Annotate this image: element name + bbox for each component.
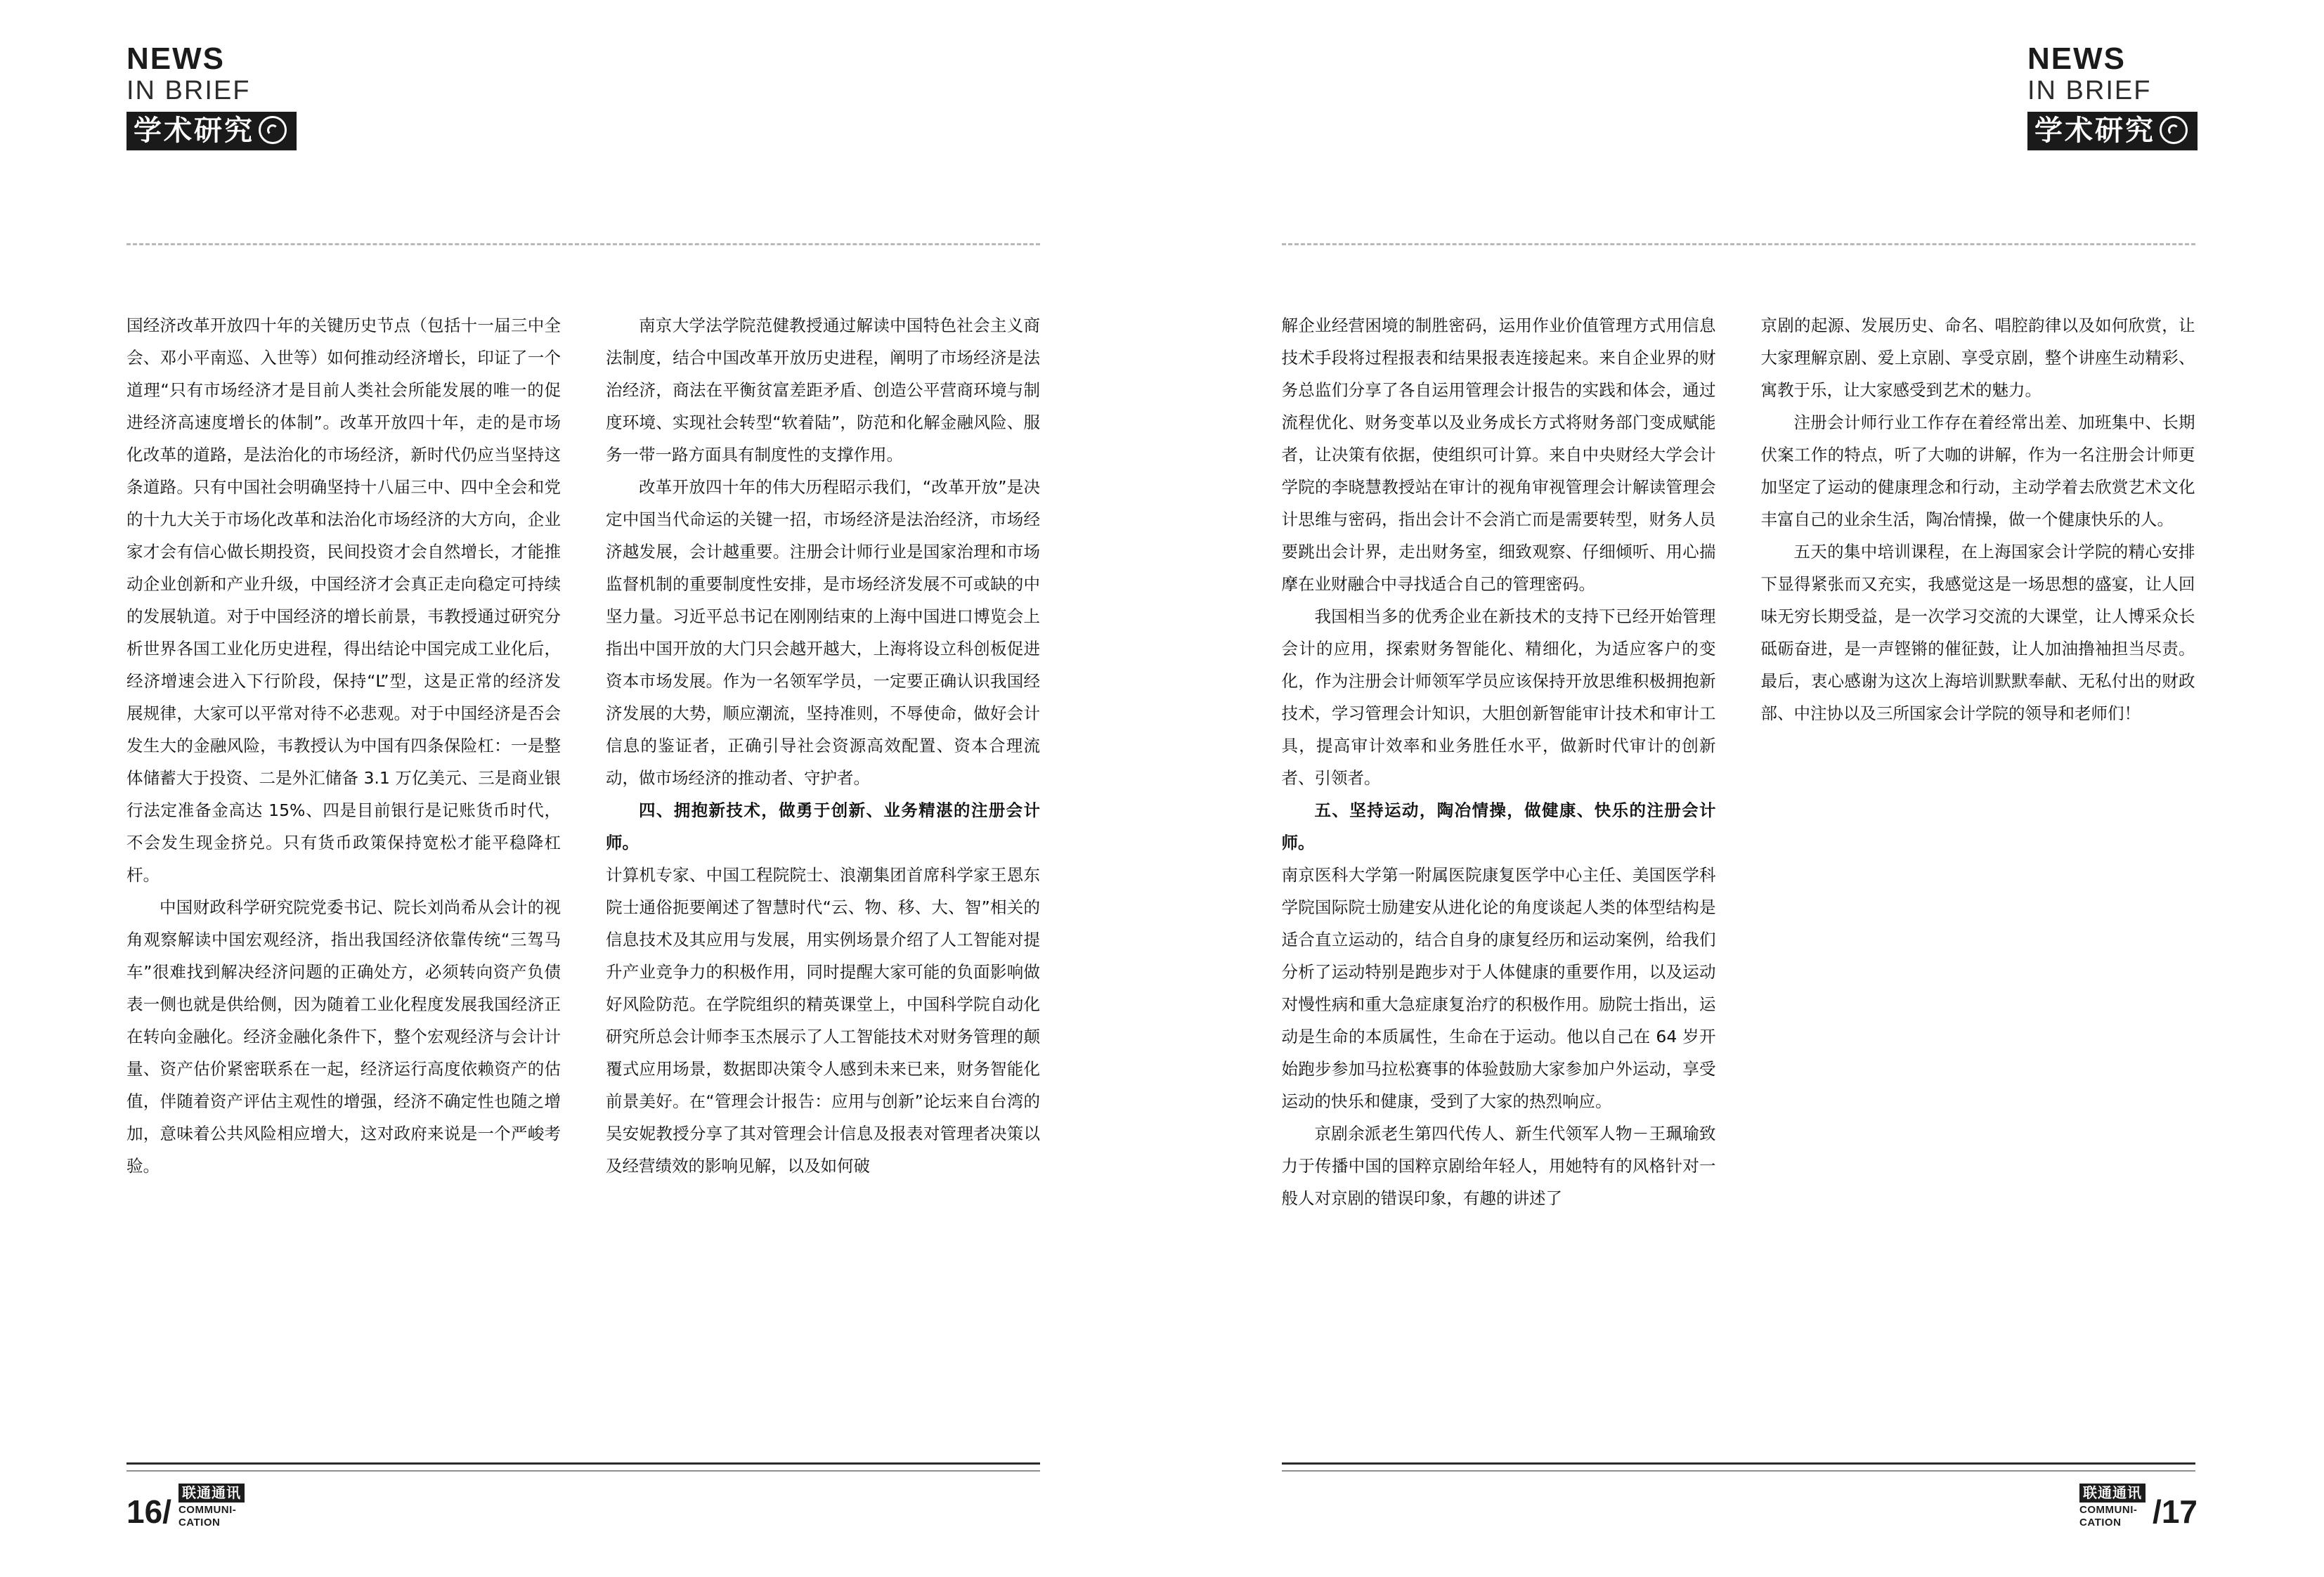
left-columns	[126, 309, 1040, 1182]
masthead-left	[126, 41, 297, 150]
header-dashed-rule-left	[126, 243, 1040, 245]
footer-rule-thin-right	[1282, 1470, 2195, 1472]
masthead-news-line: NEWS	[2027, 41, 2126, 76]
right-column-1	[1282, 309, 1716, 1214]
logo-cn-text: 联通通讯	[178, 1484, 245, 1503]
paragraph: 京剧余派老生第四代传人、新生代领军人物－王珮瑜致力于传播中国的国粹京剧给年轻人，用她特有的风格针对一般人对京剧的错误印象，有趣的讲述了	[1281, 1124, 1716, 1208]
masthead-news-line: NEWS	[126, 41, 225, 76]
paragraph: 京剧的起源、发展历史、命名、唱腔韵律以及如何欣赏，让大家理解京剧、爱上京剧、享受京剧，整个讲座生动精彩、寓教于乐，让大家感受到艺术的魅力。	[1760, 316, 2195, 400]
paragraph: 改革开放四十年的伟大历程昭示我们，“改革开放”是决定中国当代命运的关键一招，市场经济是法治经济，市场经济越发展，会计越重要。注册会计师行业是国家治理和市场监督机制的重要制度性安排，是市场经济发展不可或缺的中坚力量。习近平总书记在刚刚结束的上海中国进口博览会上指出中国开放的大门只会越开越大，上海将设立科创板促进资本市场发展。作为一名领军学员，一定要正确认识我国经济发展的大势，顺应潮流，坚持准则，不辱使命，做好会计信息的鉴证者，正确引导社会资源高效配置、资本合理流动，做市场经济的推动者、守护者。	[606, 477, 1040, 788]
paragraph: 注册会计师行业工作存在着经常出差、加班集中、长期伏案工作的特点，听了大咖的讲解，作为一名注册会计师更加坚定了运动的健康理念和行动，主动学着去欣赏艺术文化丰富自己的业余生活，陶冶情操，做一个健康快乐的人。	[1760, 413, 2195, 529]
swirl-icon	[259, 116, 287, 144]
publication-logo	[2079, 1484, 2146, 1528]
logo-en-line1: COMMUNI-	[178, 1504, 237, 1516]
left-column-1	[126, 309, 561, 1182]
logo-en-line1: COMMUNI-	[2079, 1504, 2138, 1516]
paragraph: 中国财政科学研究院党委书记、院长刘尚希从会计的视角观察解读中国宏观经济，指出我国经济依靠传统“三驾马车”很难找到解决经济问题的正确处方，必须转向资产负债表一侧也就是供给侧，因为随着工业化程度发展我国经济正在转向金融化。经济金融化条件下，整个宏观经济与会计计量、资产估价紧密联系在一起，经济运行高度依赖资产的估值，伴随着资产评估主观性的增强，经济不确定性也随之增加，意味着公共风险相应增大，这对政府来说是一个严峻考验。	[126, 897, 561, 1176]
right-page	[1162, 0, 2324, 1577]
folio-left	[126, 1484, 245, 1528]
logo-en-line2: CATION	[178, 1517, 221, 1529]
section-heading: 四、拥抱新技术，做勇于创新、业务精湛的注册会计师。	[606, 800, 1040, 852]
masthead-cn-badge	[126, 112, 297, 150]
paragraph: 解企业经营困境的制胜密码，运用作业价值管理方式用信息技术手段将过程报表和结果报表连接起来。来自企业界的财务总监们分享了各自运用管理会计报告的实践和体会，通过流程优化、财务变革以及业务成长方式将财务部门变成赋能者，让决策有依据，使组织可计算。来自中央财经大学会计学院的李晓慧教授站在审计的视角审视管理会计解读管理会计思维与密码，指出会计不会消亡而是需要转型，财务人员要跳出会计界，走出财务室，细致观察、仔细倾听、用心揣摩在业财融合中寻找适合自己的管理密码。	[1281, 316, 1716, 594]
masthead-cn-label: 学术研究	[2034, 114, 2155, 147]
masthead-cn-label: 学术研究	[134, 114, 254, 147]
paragraph: 南京医科大学第一附属医院康复医学中心主任、美国医学科学院国际院士励建安从进化论的角度谈起人类的体型结构是适合直立运动的，结合自身的康复经历和运动案例，给我们分析了运动特别是跑步对于人体健康的重要作用，以及运动对慢性病和重大急症康复治疗的积极作用。励院士指出，运动是生命的本质属性，生命在于运动。他以自己在 64 岁开始跑步参加马拉松赛事的体验鼓励大家参加户外运动，享受运动的快乐和健康，受到了大家的热烈响应。	[1281, 865, 1716, 1111]
masthead-cn-badge	[2027, 112, 2198, 150]
paragraph: 计算机专家、中国工程院院士、浪潮集团首席科学家王恩东院士通俗扼要阐述了智慧时代“云、物、移、大、智”相关的信息技术及其应用与发展，用实例场景介绍了人工智能对提升产业竞争力的积极作用，同时提醒大家可能的负面影响做好风险防范。在学院组织的精英课堂上，中国科学院自动化研究所总会计师李玉杰展示了人工智能技术对财务管理的颠覆式应用场景，数据即决策令人感到未来已来，财务智能化前景美好。在“管理会计报告：应用与创新”论坛来自台湾的吴安妮教授分享了其对管理会计信息及报表对管理者决策以及经营绩效的影响见解，以及如何破	[606, 865, 1040, 1176]
footer-rule-thin-left	[126, 1470, 1040, 1472]
footer-rule-right	[1282, 1462, 2195, 1465]
paragraph: 五天的集中培训课程，在上海国家会计学院的精心安排下显得紧张而又充实，我感觉这是一场思想的盛宴，让人回味无穷长期受益，是一次学习交流的大课堂，让人博采众长砥砺奋进，是一声铿锵的催征鼓，让人加油撸袖担当尽责。最后，衷心感谢为这次上海培训默默奉献、无私付出的财政部、中注协以及三所国家会计学院的领导和老师们！	[1760, 542, 2195, 723]
right-column-2	[1761, 309, 2195, 1214]
publication-logo	[178, 1484, 245, 1528]
masthead-inbrief-line: IN BRIEF	[2027, 75, 2152, 105]
paragraph: 南京大学法学院范健教授通过解读中国特色社会主义商法制度，结合中国改革开放历史进程，阐明了市场经济是法治经济，商法在平衡贫富差距矛盾、创造公平营商环境与制度环境、实现社会转型“软着陆”，防范和化解金融风险、服务一带一路方面具有制度性的支撑作用。	[606, 316, 1040, 465]
page-number: 16/	[126, 1493, 171, 1530]
logo-cn-text: 联通通讯	[2079, 1484, 2146, 1503]
masthead-inbrief-line: IN BRIEF	[126, 75, 251, 105]
paragraph: 国经济改革开放四十年的关键历史节点（包括十一届三中全会、邓小平南巡、入世等）如何推动经济增长，印证了一个道理“只有市场经济才是目前人类社会所能发展的唯一的促进经济高速度增长的体制”。改革开放四十年，走的是市场化改革的道路，是法治化的市场经济，新时代仍应当坚持这条道路。只有中国社会明确坚持十八届三中、四中全会和党的十九大关于市场化改革和法治化市场经济的大方向，企业家才会有信心做长期投资，民间投资才会自然增长，才能推动企业创新和产业升级，中国经济才会真正走向稳定可持续的发展轨道。对于中国经济的增长前景，韦教授通过研究分析世界各国工业化历史进程，得出结论中国完成工业化后，经济增速会进入下行阶段，保持“L”型，这是正常的经济发展规律，大家可以平常对待不必悲观。对于中国经济是否会发生大的金融风险，韦教授认为中国有四条保险杠：一是整体储蓄大于投资、二是外汇储备 3.1 万亿美元、三是商业银行法定准备金高达 15%、四是目前银行是记账货币时代，不会发生现金挤兑。只有货币政策保持宽松才能平稳降杠杆。	[126, 316, 561, 885]
footer-rule-left	[126, 1462, 1040, 1465]
right-columns	[1282, 309, 2195, 1214]
logo-en-line2: CATION	[2079, 1517, 2122, 1529]
paragraph: 我国相当多的优秀企业在新技术的支持下已经开始管理会计的应用，探索财务智能化、精细化，为适应客户的变化，作为注册会计师领军学员应该保持开放思维积极拥抱新技术，学习管理会计知识，大胆创新智能审计技术和审计工具，提高审计效率和业务胜任水平，做新时代审计的创新者、引领者。	[1281, 606, 1716, 788]
folio-right	[2079, 1484, 2198, 1528]
page-number: /17	[2153, 1493, 2198, 1530]
section-heading: 五、坚持运动，陶冶情操，做健康、快乐的注册会计师。	[1281, 800, 1716, 852]
left-column-2	[606, 309, 1040, 1182]
masthead-right	[2027, 41, 2198, 150]
header-dashed-rule-right	[1282, 243, 2195, 245]
swirl-icon	[2160, 116, 2188, 144]
